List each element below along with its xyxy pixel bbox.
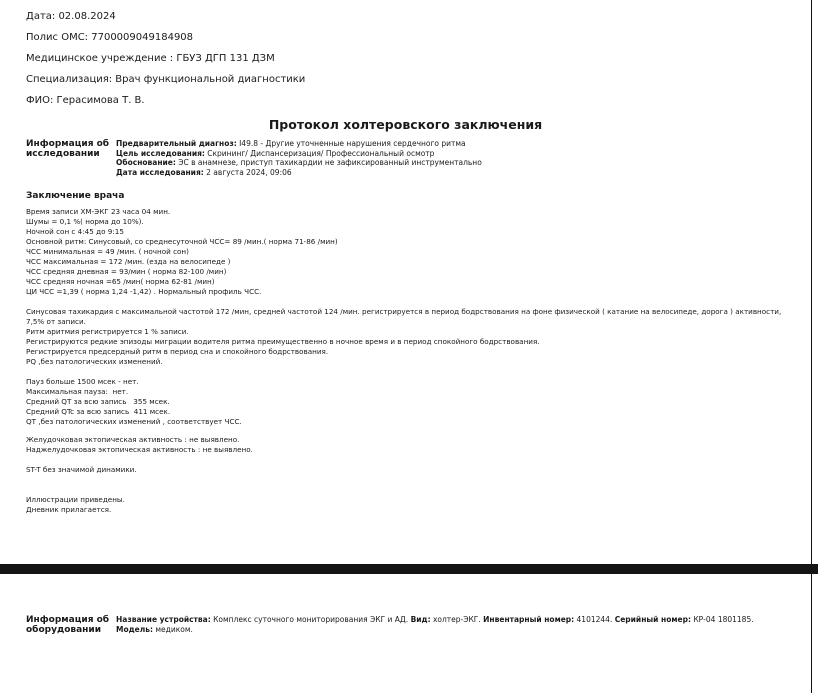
reason-label: Обоснование: [116, 158, 176, 168]
conclusion-line: Ритм аритмия регистрируется 1 % записи. [26, 327, 189, 336]
conclusion-line: ЧСС средняя дневная = 93/мин ( норма 82-100 /мин) [26, 267, 227, 276]
right-border-line-lower [811, 574, 812, 693]
date-row [116, 168, 482, 178]
page-separator [0, 564, 818, 574]
study-info [116, 139, 482, 177]
conclusion-line: Максимальная пауза: нет. [26, 387, 129, 396]
device-value: Комплекс суточного мониторирования ЭКГ и АД. [210, 615, 411, 624]
conclusion-title: Заключение врача [26, 191, 125, 201]
conclusion-line: ЦИ ЧСС =1,39 ( норма 1,24 -1,42) . Нормальный профиль ЧСС. [26, 287, 262, 296]
header-policy: Полис ОМС: 7700009049184908 [26, 32, 194, 43]
inventory-value: 4101244. [574, 615, 615, 624]
conclusion-line: ЧСС максимальная = 172 /мин. (езда на велосипеде ) [26, 257, 231, 266]
serial-label: Серийный номер: [614, 615, 691, 624]
conclusion-line: Регистрируется предсердный ритм в период сна и спокойного бодрствования. [26, 347, 329, 356]
conclusion-line: PQ ,без патологических изменений. [26, 357, 163, 366]
equipment-info [116, 615, 796, 634]
purpose-value: Скрининг/ Диспансеризация/ Профессиональный осмотр [204, 148, 435, 158]
model-row [116, 625, 796, 635]
diagnosis-row [116, 139, 482, 149]
purpose-label: Цель исследования: [116, 148, 205, 158]
type-label: Вид: [410, 615, 431, 624]
conclusion-block-2 [26, 307, 786, 367]
equipment-info-label: Информация об оборудовании [26, 615, 110, 635]
conclusion-line: Средний QT за всю запись 355 мсек. [26, 397, 170, 406]
conclusion-line: Ночной сон с 4:45 до 9:15 [26, 227, 124, 236]
purpose-row [116, 149, 482, 159]
header-institution: Медицинское учреждение : ГБУЗ ДГП 131 ДЗМ [26, 53, 275, 64]
model-label: Модель: [116, 624, 153, 634]
study-date-label: Дата исследования: [116, 167, 204, 177]
conclusion-line: Средний QTc за всю запись 411 мсек. [26, 407, 171, 416]
conclusion-line: Основной ритм: Синусовый, со среднесуточной ЧСС= 89 /мин.( норма 71-86 /мин) [26, 237, 338, 246]
study-date-value: 2 августа 2024, 09:06 [203, 167, 292, 177]
conclusion-line: Дневник прилагается. [26, 505, 112, 514]
conclusion-line: Желудочковая эктопическая активность : не выявлено. [26, 435, 240, 444]
conclusion-line: Пауз больше 1500 мсек - нет. [26, 377, 139, 386]
conclusion-line: QT ,без патологических изменений , соответствует ЧСС. [26, 417, 242, 426]
model-value: медиком. [153, 624, 193, 634]
conclusion-line: Иллюстрации приведены. [26, 495, 125, 504]
device-label: Название устройства: [116, 615, 211, 624]
type-value: холтер-ЭКГ. [430, 615, 484, 624]
serial-value: КР-04 1801185. [690, 615, 754, 624]
diagnosis-label: Предварительный диагноз: [116, 139, 237, 148]
conclusion-block-6 [26, 495, 786, 515]
conclusion-line: ЧСС средняя ночная =65 /мин( норма 62-81 /мин) [26, 277, 215, 286]
header-date: Дата: 02.08.2024 [26, 11, 116, 22]
conclusion-line: Наджелудочковая эктопическая активность : не выявлено. [26, 445, 253, 454]
diagnosis-value: I49.8 - Другие уточненные нарушения сердечного ритма [236, 139, 466, 148]
conclusion-block-1 [26, 207, 786, 297]
conclusion-block-4 [26, 435, 786, 455]
inventory-label: Инвентарный номер: [483, 615, 575, 624]
conclusion-line: Время записи ХМ-ЭКГ 23 часа 04 мин. [26, 207, 171, 216]
conclusion-block-3 [26, 377, 786, 427]
conclusion-block-5 [26, 465, 786, 475]
reason-value: ЭС в анамнезе, приступ тахикардии не зафиксированный инструментально [175, 158, 482, 168]
equipment-row [116, 615, 796, 625]
header-fio: ФИО: Герасимова Т. В. [26, 95, 145, 106]
right-border-line [811, 0, 812, 564]
study-info-label: Информация об исследовании [26, 139, 110, 159]
conclusion-line: Регистрируются редкие эпизоды миграции водителя ритма преимущественно в ночное время и в период спокойного бодрствования. [26, 337, 540, 346]
conclusion-line: Синусовая тахикардия с максимальной частотой 172 /мин, средней частотой 124 /мин. регистрируется в период бодрствования на фоне физической ( катание на велосипеде, дорога ) активности, 7,5% от записи. [26, 307, 784, 326]
page-title: Протокол холтеровского заключения [268, 117, 543, 132]
header-specialization: Специализация: Врач функциональной диагностики [26, 74, 306, 85]
conclusion-line: Шумы = 0,1 %( норма до 10%). [26, 217, 144, 226]
conclusion-line: ЧСС минимальная = 49 /мин. ( ночной сон) [26, 247, 189, 256]
reason-row [116, 158, 482, 168]
conclusion-line: ST-T без значимой динамики. [26, 465, 137, 474]
